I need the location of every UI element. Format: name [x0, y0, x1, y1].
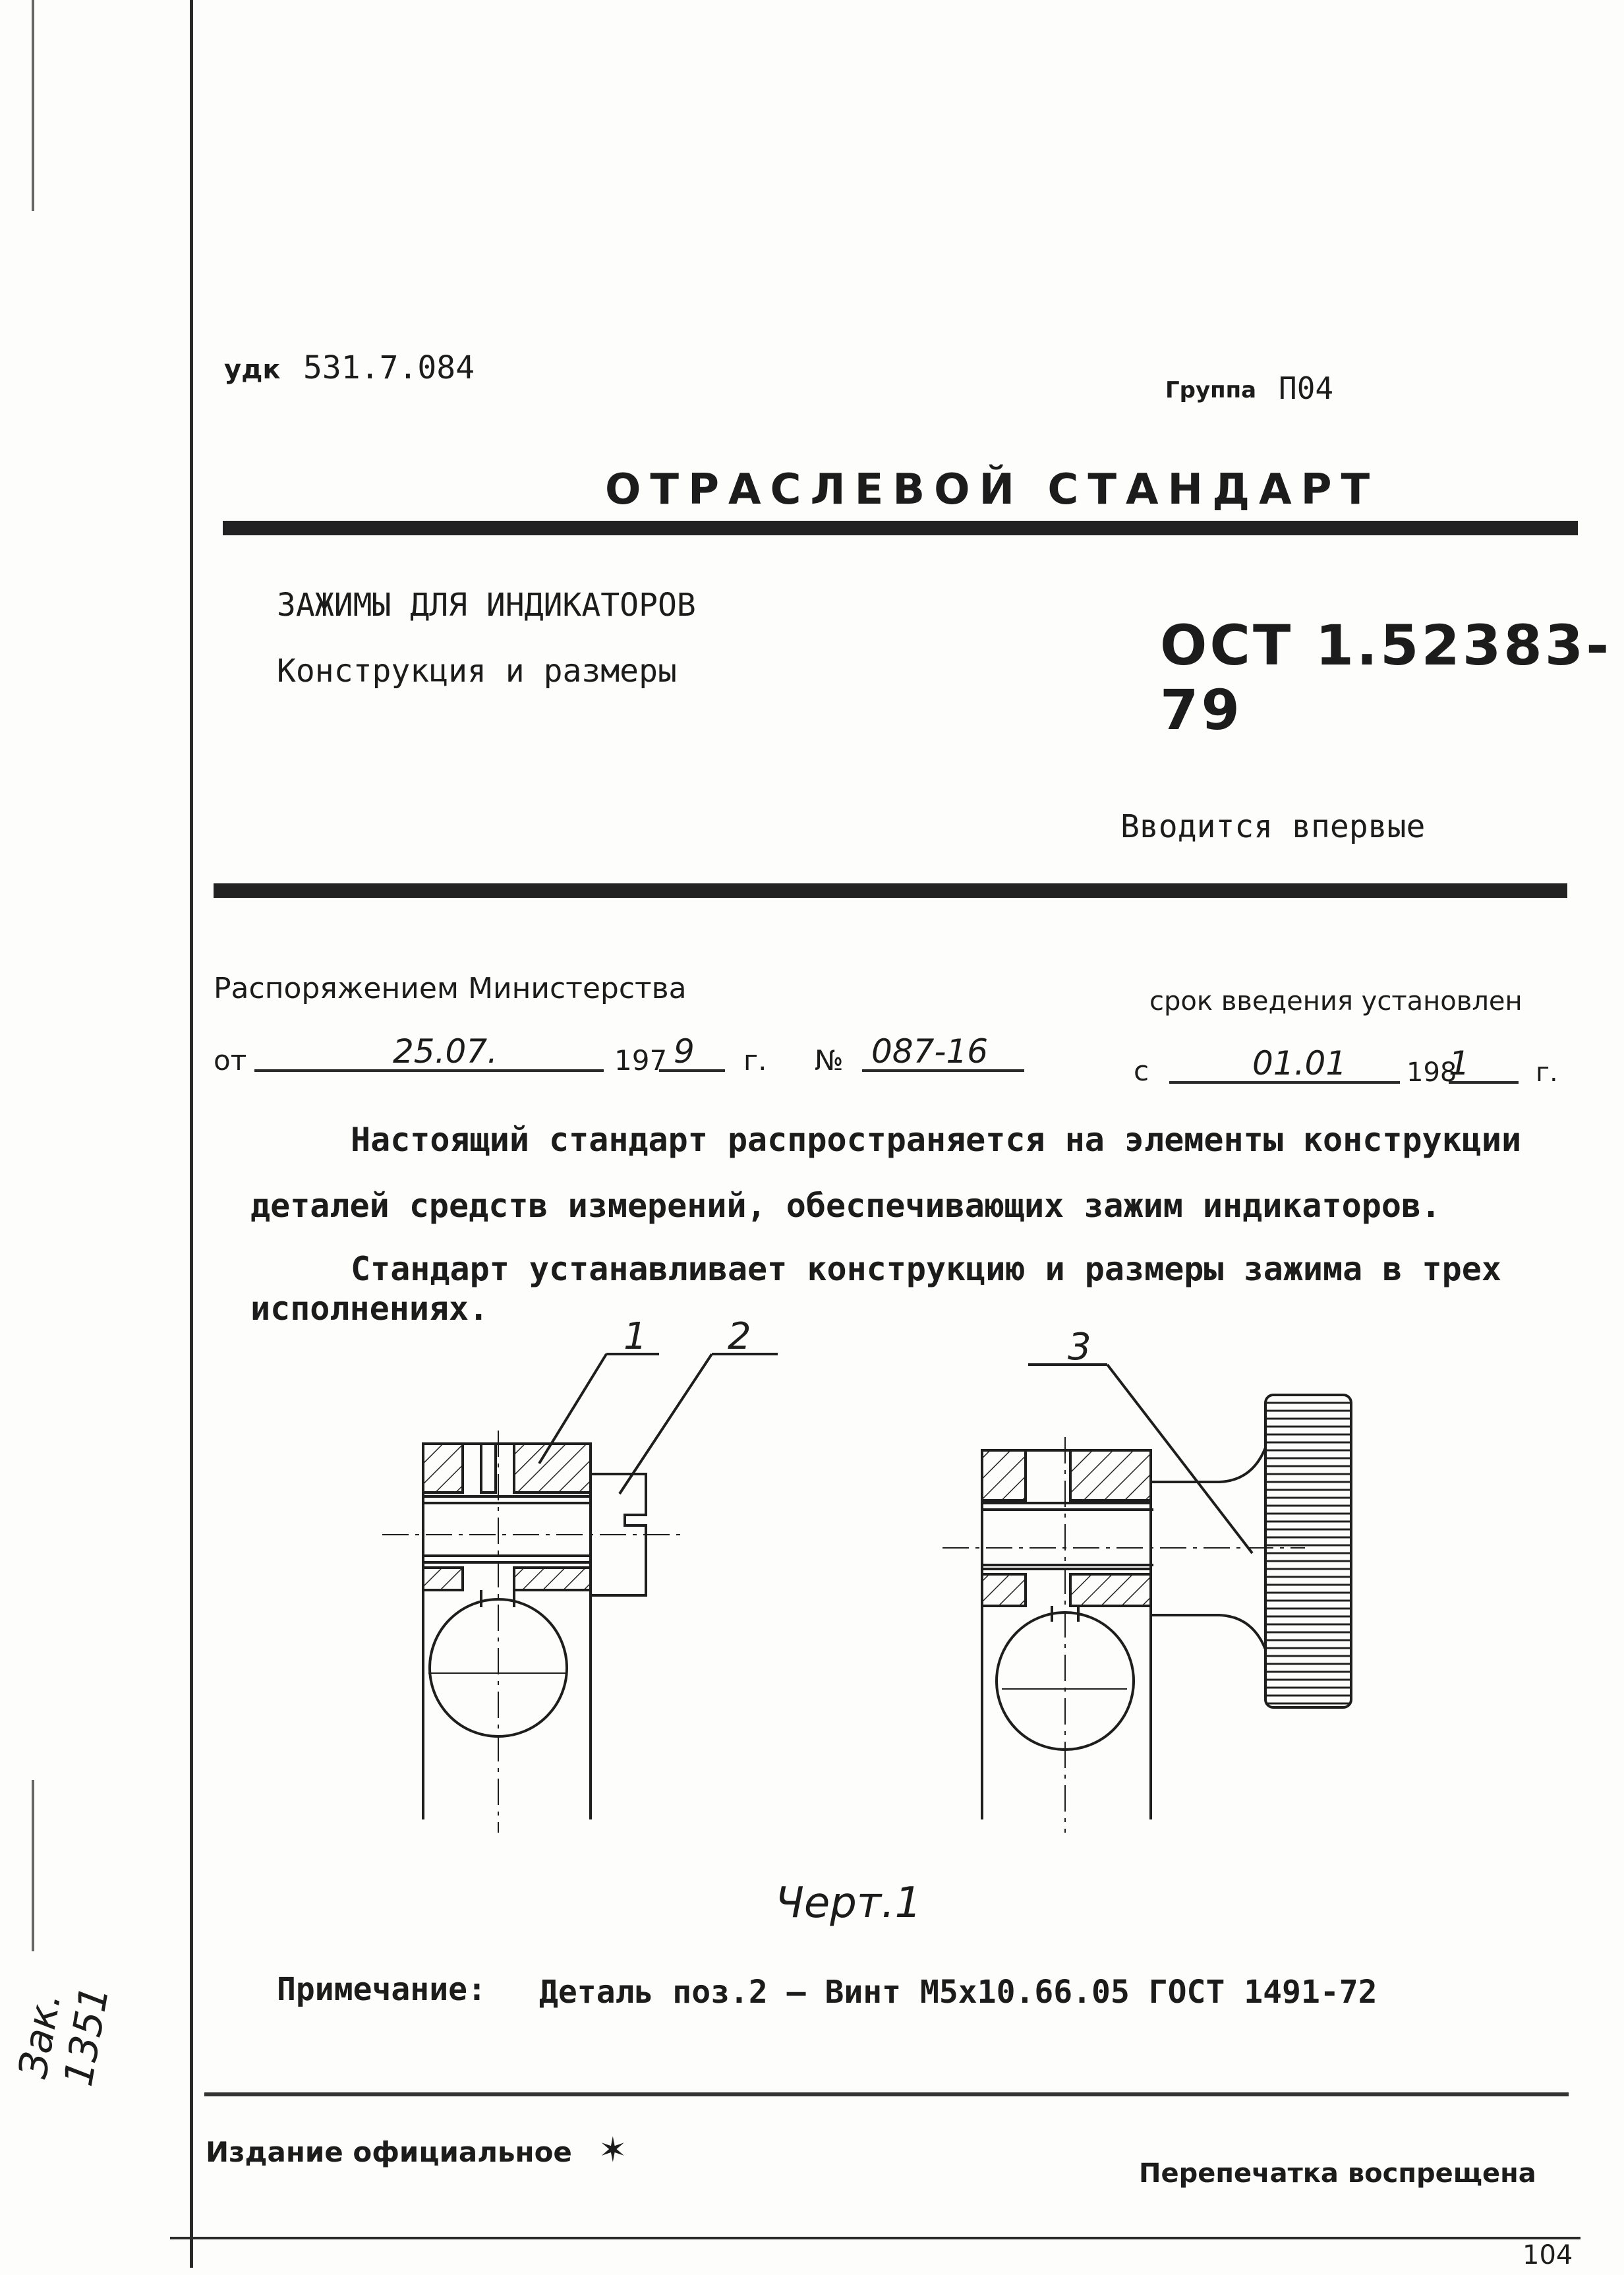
decree-label: Распоряжением Министерства — [214, 972, 687, 1005]
margin-tick — [32, 0, 34, 211]
margin-tick — [32, 1780, 34, 1951]
note-text: Деталь поз.2 – Винт М5х10.66.05 ГОСТ 1491-72 — [539, 1974, 1378, 2011]
term-year-field — [1449, 1044, 1519, 1084]
decree-date-field — [254, 1032, 604, 1072]
term-year-digit: 1 — [1449, 1044, 1470, 1082]
page-frame-left — [190, 0, 193, 2268]
callout-1: 1 — [624, 1315, 647, 1358]
decree-year-suffix: г. — [743, 1044, 767, 1077]
decree-number-field — [862, 1032, 1024, 1072]
footer-rule — [204, 2092, 1569, 2096]
para1-line2: деталей средств измерений, обеспечивающих зажим индикаторов. — [250, 1187, 1441, 1225]
standard-code: ОСТ 1.52383-79 — [1160, 613, 1612, 742]
reprint-label: Перепечатка воспрещена — [1139, 2158, 1536, 2189]
para2-line1: Стандарт устанавливает конструкцию и размеры зажима в трех — [351, 1250, 1501, 1288]
group-label: Группа — [1165, 377, 1257, 403]
term-label: срок введения установлен — [1149, 986, 1522, 1017]
callout-3: 3 — [1068, 1326, 1091, 1369]
decree-year-prefix: 197 — [614, 1044, 668, 1077]
term-from-label: с — [1134, 1055, 1149, 1087]
clamp-variant-1 — [382, 1354, 778, 1833]
decree-number: 087-16 — [871, 1032, 989, 1071]
term-year-prefix: 198 — [1406, 1057, 1457, 1088]
term-year-suffix: г. — [1536, 1057, 1558, 1088]
margin-note: Зак. 1351 — [10, 1982, 119, 2090]
group-value: П04 — [1279, 370, 1334, 406]
decree-year-digit: 9 — [674, 1032, 695, 1071]
standard-type: ОТРАСЛЕВОЙ СТАНДАРТ — [605, 465, 1379, 514]
term-date-field — [1169, 1044, 1400, 1084]
page-frame-bottom — [170, 2237, 1580, 2239]
introduced-note: Вводится впервые — [1120, 808, 1426, 845]
drawing-caption: Черт.1 — [775, 1879, 922, 1928]
note-label: Примечание: — [277, 1971, 486, 2008]
page-number: 104 — [1522, 2240, 1573, 2270]
para2-line2: исполнениях. — [250, 1289, 489, 1328]
title-line2: Конструкция и размеры — [277, 653, 677, 690]
technical-drawing — [369, 1312, 1424, 1839]
decree-year-field — [659, 1032, 725, 1072]
title-line1: ЗАЖИМЫ ДЛЯ ИНДИКАТОРОВ — [277, 587, 696, 624]
decree-from-label: от — [214, 1044, 247, 1077]
decree-number-label: № — [815, 1044, 844, 1077]
header-bar — [223, 521, 1578, 535]
clamp-variant-3 — [942, 1365, 1351, 1833]
term-date: 01.01 — [1252, 1044, 1347, 1082]
star-icon: ✶ — [598, 2131, 627, 2170]
title-bar — [214, 883, 1567, 898]
decree-date: 25.07. — [393, 1032, 498, 1071]
callout-2: 2 — [728, 1315, 751, 1358]
udk-label: удк — [224, 355, 281, 385]
edition-label: Издание официальное — [206, 2136, 572, 2168]
udk-value: 531.7.084 — [303, 349, 475, 386]
para1-line1: Настоящий стандарт распространяется на элементы конструкции — [351, 1121, 1522, 1159]
